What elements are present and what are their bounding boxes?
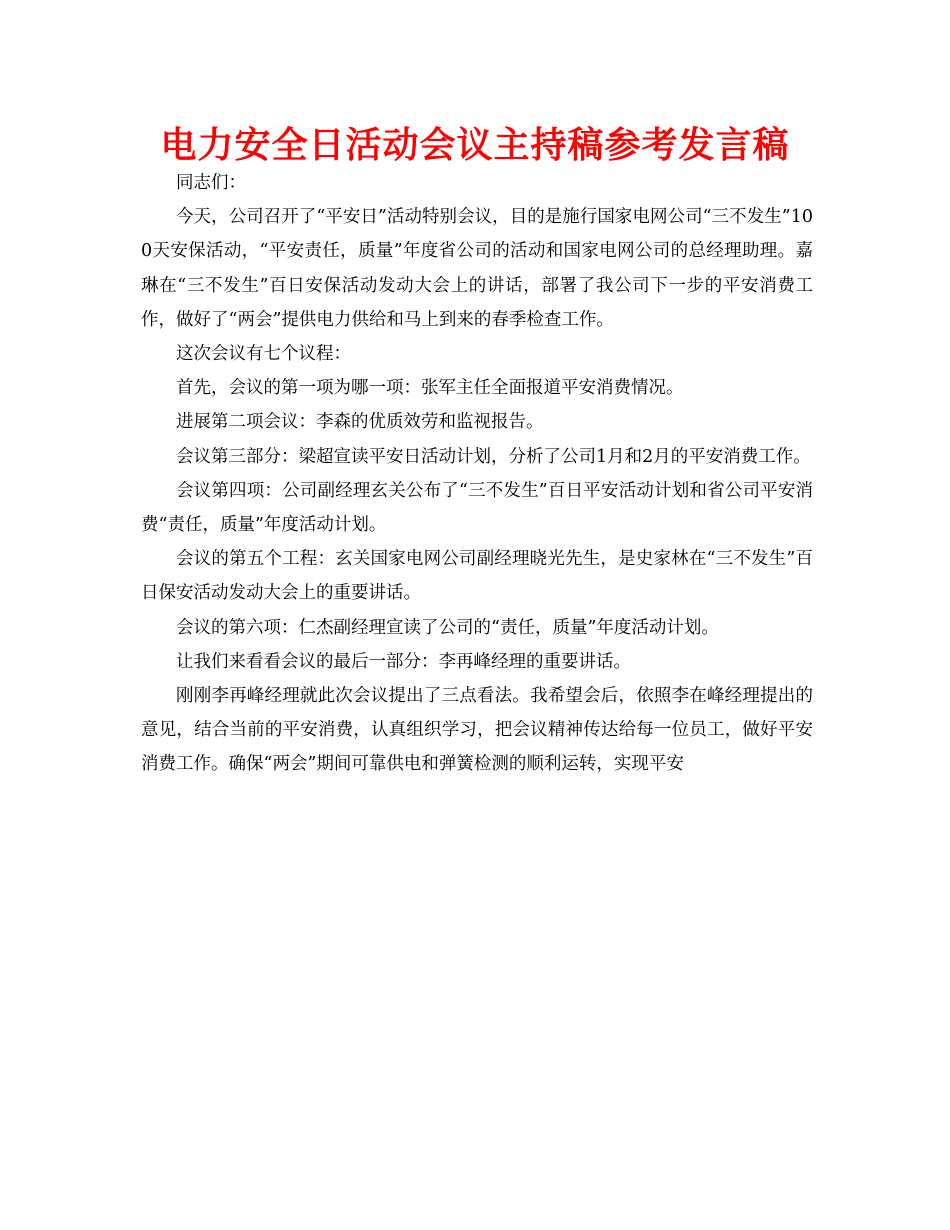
document-body [141,166,813,782]
document-title: 电力安全日活动会议主持稿参考发言稿 [160,125,790,166]
paragraph-agenda-item-1: 首先，会议的第一项为哪一项：张军主任全面报道平安消费情况。 [176,378,684,399]
paragraph-agenda-item-5: 会议的第五个工程：玄关国家电网公司副经理晓光先生，是史家林在“三不发生”百日保安活动发动大会上的重要讲话。 [141,549,813,604]
paragraph-greeting: 同志们： [176,173,246,193]
paragraph-agenda-item-3: 会议第三部分：梁超宣读平安日活动计划，分析了公司1月和2月的平安消费工作。 [176,446,811,467]
paragraph-closing: 刚刚李再峰经理就此次会议提出了三点看法。我希望会后，依照李在峰经理提出的意见，结合当前的平安消费，认真组织学习，把会议精神传达给每一位员工，做好平安消费工作。确保“两会”期间可靠供电和弹簧检测的顺利运转，实现平安 [141,686,813,775]
paragraph-agenda-item-2: 进展第二项会议：李森的优质效劳和监视报告。 [176,412,544,433]
paragraph-agenda-item-7: 让我们来看看会议的最后一部分：李再峰经理的重要讲话。 [176,651,631,672]
paragraph-agenda-item-4: 会议第四项：公司副经理玄关公布了“三不发生”百日平安活动计划和省公司平安消费“责任，质量”年度活动计划。 [141,480,813,536]
paragraph-agenda-count: 这次会议有七个议程： [176,344,351,365]
paragraph-agenda-item-6: 会议的第六项：仁杰副经理宣读了公司的“责任，质量”年度活动计划。 [176,617,719,638]
paragraph-intro: 今天，公司召开了“平安日”活动特别会议，目的是施行国家电网公司“三不发生”100天安保活动，“平安责任，质量”年度省公司的活动和国家电网公司的总经理助理。嘉琳在“三不发生”百日安保活动发动大会上的讲话，部署了我公司下一步的平安消费工作，做好了“两会”提供电力供给和马上到来的春季检查工作。 [141,207,813,330]
